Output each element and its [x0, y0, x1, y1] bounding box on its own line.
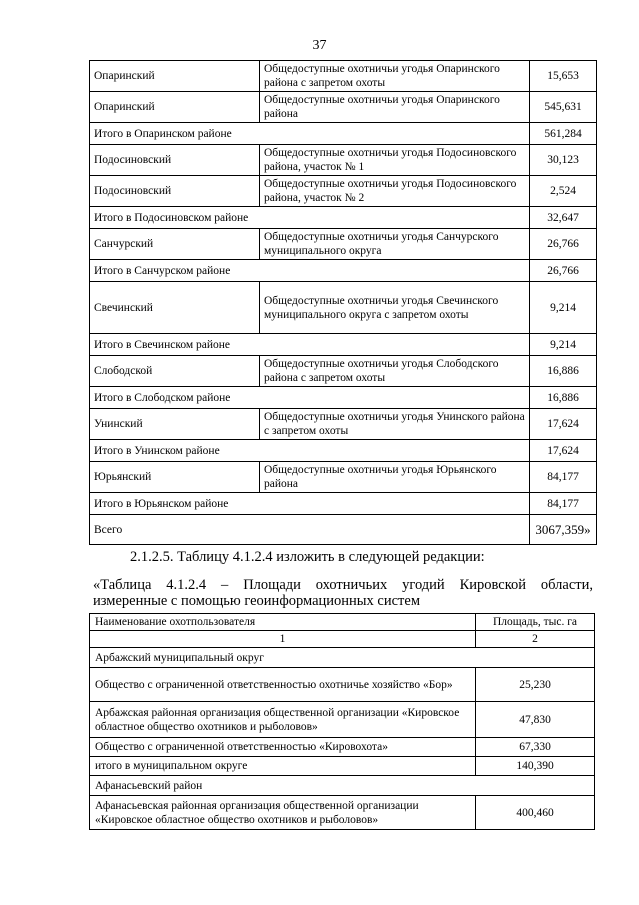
page-number: 37: [312, 38, 327, 53]
land-cell: Общедоступные охотничьи угодья Подосиновского района, участок № 1: [260, 145, 530, 176]
total-label: Итого в Подосиновском районе: [90, 207, 530, 229]
total-label: Итого в Свечинском районе: [90, 334, 530, 356]
area-cell: 16,886: [530, 356, 597, 387]
area-cell: 9,214: [530, 282, 597, 334]
area-cell: 15,653: [530, 61, 597, 92]
amendment-paragraph: 2.1.2.5. Таблицу 4.1.2.4 изложить в следующей редакции:: [130, 549, 485, 565]
table-row: [90, 757, 595, 776]
district-cell: Опаринский: [90, 92, 260, 123]
area-cell: 140,390: [476, 757, 595, 776]
user-cell: Арбажская районная организация общественной организации «Кировское областное общество охотников и рыболовов»: [90, 702, 476, 738]
total-label: Итого в Опаринском районе: [90, 123, 530, 145]
column-number: 2: [476, 631, 595, 648]
total-row: [90, 334, 597, 356]
total-label: Итого в Юрьянском районе: [90, 493, 530, 515]
gis-areas-table: [89, 613, 595, 830]
area-cell: 26,766: [530, 260, 597, 282]
table-row: [90, 462, 597, 493]
land-cell: Общедоступные охотничьи угодья Опаринского района с запретом охоты: [260, 61, 530, 92]
table-row: [90, 796, 595, 830]
total-row: [90, 493, 597, 515]
district-cell: Подосиновский: [90, 145, 260, 176]
table-row: [90, 738, 595, 757]
area-cell: 47,830: [476, 702, 595, 738]
table-caption: [93, 577, 593, 609]
caption-line-1: «Таблица 4.1.2.4 – Площади охотничьих угодий Кировской области,: [93, 577, 593, 593]
total-label: Итого в Санчурском районе: [90, 260, 530, 282]
table-row: [90, 229, 597, 260]
total-row: [90, 260, 597, 282]
table-row: [90, 282, 597, 334]
area-cell: 561,284: [530, 123, 597, 145]
area-cell: 84,177: [530, 493, 597, 515]
district-cell: Слободской: [90, 356, 260, 387]
table-row: [90, 409, 597, 440]
total-label: Всего: [90, 515, 530, 545]
section-row: [90, 776, 595, 796]
land-cell: Общедоступные охотничьи угодья Слободского района с запретом охоты: [260, 356, 530, 387]
table-header-row: [90, 614, 595, 631]
section-row: [90, 648, 595, 668]
area-cell: 2,524: [530, 176, 597, 207]
table-row: [90, 176, 597, 207]
area-cell: 26,766: [530, 229, 597, 260]
district-cell: Опаринский: [90, 61, 260, 92]
column-number-row: [90, 631, 595, 648]
column-number: 1: [90, 631, 476, 648]
area-cell: 9,214: [530, 334, 597, 356]
area-cell: 545,631: [530, 92, 597, 123]
area-cell: 30,123: [530, 145, 597, 176]
land-cell: Общедоступные охотничьи угодья Свечинского муниципального округа с запретом охоты: [260, 282, 530, 334]
district-cell: Свечинский: [90, 282, 260, 334]
area-cell: 67,330: [476, 738, 595, 757]
area-cell: 3067,359»: [530, 515, 597, 545]
land-cell: Общедоступные охотничьи угодья Опаринского района: [260, 92, 530, 123]
table-row: [90, 702, 595, 738]
table-row: [90, 61, 597, 92]
user-cell: итого в муниципальном округе: [90, 757, 476, 776]
area-cell: 17,624: [530, 440, 597, 462]
caption-line-2: измеренные с помощью геоинформационных систем: [93, 593, 420, 609]
area-cell: 400,460: [476, 796, 595, 830]
land-cell: Общедоступные охотничьи угодья Подосиновского района, участок № 2: [260, 176, 530, 207]
area-cell: 16,886: [530, 387, 597, 409]
section-label: Арбажский муниципальный округ: [90, 648, 595, 668]
user-cell: Афанасьевская районная организация общественной организации «Кировское областное общество охотников и рыболовов»: [90, 796, 476, 830]
district-cell: Юрьянский: [90, 462, 260, 493]
header-user: Наименование охотпользователя: [90, 614, 476, 631]
table-row: [90, 668, 595, 702]
header-area: Площадь, тыс. га: [476, 614, 595, 631]
table-row: [90, 92, 597, 123]
user-cell: Общество с ограниченной ответственностью «Кировохота»: [90, 738, 476, 757]
user-cell: Общество с ограниченной ответственностью охотничье хозяйство «Бор»: [90, 668, 476, 702]
area-cell: 17,624: [530, 409, 597, 440]
total-label: Итого в Слободском районе: [90, 387, 530, 409]
total-row: [90, 515, 597, 545]
land-cell: Общедоступные охотничьи угодья Санчурского муниципального округа: [260, 229, 530, 260]
total-row: [90, 387, 597, 409]
district-cell: Унинский: [90, 409, 260, 440]
hunting-lands-table: [89, 60, 597, 545]
table-row: [90, 356, 597, 387]
district-cell: Санчурский: [90, 229, 260, 260]
total-label: Итого в Унинском районе: [90, 440, 530, 462]
district-cell: Подосиновский: [90, 176, 260, 207]
total-row: [90, 123, 597, 145]
land-cell: Общедоступные охотничьи угодья Юрьянского района: [260, 462, 530, 493]
area-cell: 84,177: [530, 462, 597, 493]
total-row: [90, 440, 597, 462]
section-label: Афанасьевский район: [90, 776, 595, 796]
total-row: [90, 207, 597, 229]
area-cell: 25,230: [476, 668, 595, 702]
land-cell: Общедоступные охотничьи угодья Унинского района с запретом охоты: [260, 409, 530, 440]
table-row: [90, 145, 597, 176]
area-cell: 32,647: [530, 207, 597, 229]
